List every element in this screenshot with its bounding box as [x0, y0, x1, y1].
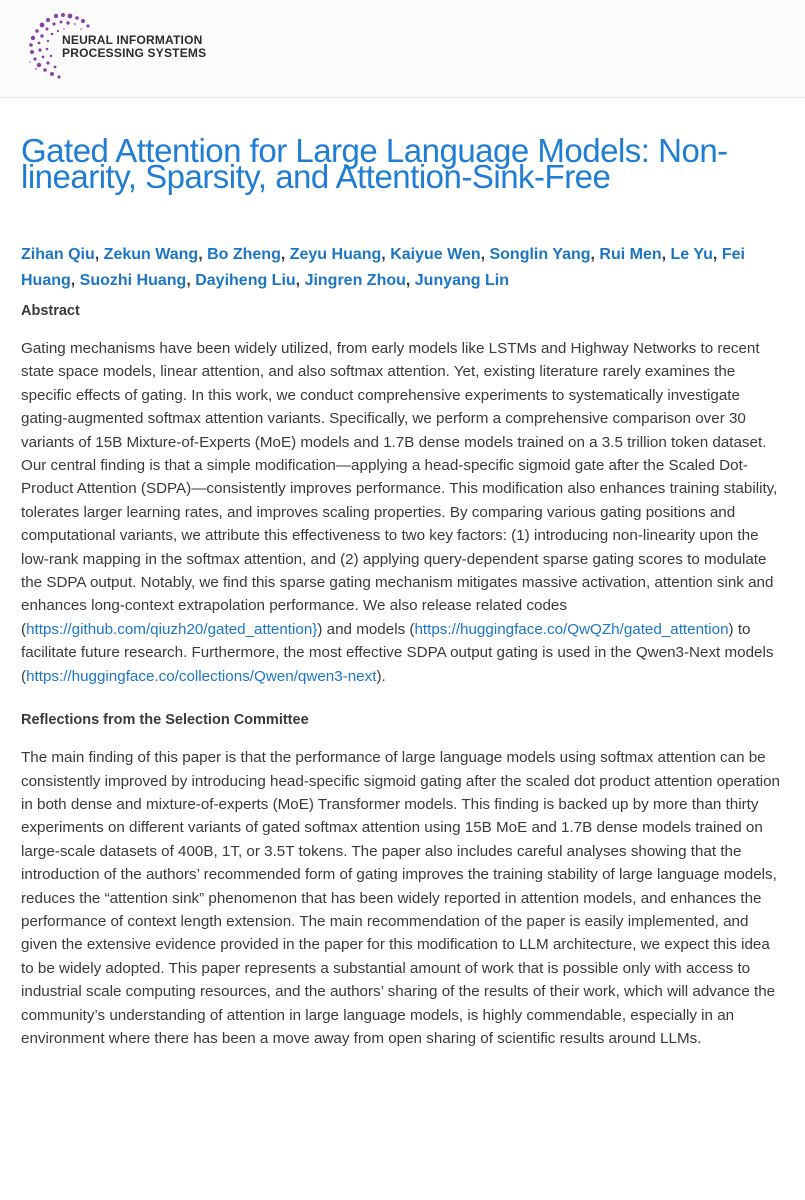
- author-link[interactable]: Zihan Qiu: [21, 246, 95, 263]
- abstract-text-part: ) and models (: [317, 620, 415, 638]
- author-link[interactable]: Zeyu Huang: [289, 246, 382, 263]
- reflections-heading: Reflections from the Selection Committee: [21, 712, 309, 729]
- neurips-logo[interactable]: [26, 12, 246, 84]
- abstract-text-part: ) to facilitate future research. Furthermore, the most effective SDPA output gating is used in the Qwen3-Next models (: [21, 620, 774, 685]
- author-link[interactable]: Dayiheng Liu: [195, 272, 296, 289]
- abstract-text-part: ).: [376, 667, 386, 685]
- author-list: Zihan Qiu, Zekun Wang, Bo Zheng, Zeyu Huang, Kaiyue Wen, Songlin Yang, Rui Men, Le Yu, Fei Huang, Suozhi Huang, Dayiheng Liu, Jingren Zhou, Junyang Lin: [21, 246, 745, 289]
- logo-line: PROCESSING SYSTEMS: [62, 46, 207, 60]
- author-link[interactable]: Le Yu: [670, 246, 713, 263]
- logo-line: NEURAL INFORMATION: [62, 33, 203, 47]
- abstract-text-part: Gating mechanisms have been widely utilized, from early models like LSTMs and Highway Networks to recent state space models, linear attention, and also softmax attention. Yet, existing literature rarely examines the specific effects of gating. In this work, we conduct comprehensive experiments to systematically investigate gating-augmented softmax attention variants. Specifically, we perform a comprehensive comparison over 30 variants of 15B Mixture-of-Experts (MoE) models and 1.7B dense models trained on a 3.5 trillion token dataset. Our central finding is that a simple modification—applying a head-specific sigmoid gate after the Scaled Dot-Product Attention (SDPA)—consistently improves performance. This modification also enhances training stability, tolerates larger learning rates, and improves scaling properties. By comparing various gating positions and computational variants, we attribute this effectiveness to two key factors: (1) introducing non-linearity upon the low-rank mapping in the softmax attention, and (2) applying query-dependent sparse gating scores to modulate the SDPA output. Notably, we find this sparse gating mechanism mitigates massive activation, attention sink and enhances long-context extrapolation performance. We also release related codes (: [21, 340, 778, 638]
- author-link[interactable]: Songlin Yang: [489, 246, 591, 263]
- logo-wordmark: [62, 34, 206, 60]
- author-link[interactable]: Junyang Lin: [414, 272, 510, 289]
- author-link[interactable]: Fei Huang: [21, 246, 745, 289]
- abstract-heading: Abstract: [21, 303, 80, 319]
- paper-content: [21, 132, 781, 1050]
- paper-title: Gated Attention for Large Language Models: Non-linearity, Sparsity, and Attention-Sink-Free: [21, 132, 728, 195]
- author-link[interactable]: Rui Men: [599, 246, 662, 263]
- author-link[interactable]: Jingren Zhou: [304, 272, 406, 289]
- author-link[interactable]: Zekun Wang: [103, 246, 199, 263]
- site-header: [0, 0, 805, 98]
- reflections-text: The main finding of this paper is that the performance of large language models using softmax attention can be consistently improved by introducing head-specific sigmoid gating after the scaled dot product attention operation in both dense and mixture-of-experts (MoE) Transformer models. This finding is backed up by more than thirty experiments on different variants of gated softmax attention using 15B MoE and 1.7B dense models trained on large-scale datasets of 400B, 1T, or 3.5T tokens. The paper also includes careful analyses showing that the introduction of the authors’ recommended form of gating improves the training stability of large language models, reduces the “attention sink” phenomenon that has been widely reported in attention models, and enhances the performance of context length extension. The main recommendation of the paper is easily implemented, and given the extensive evidence provided in the paper for this modification to LLM architecture, we expect this idea to be widely adopted. This paper represents a substantial amount of work that is possible only with access to industrial scale computing resources, and the authors’ sharing of the results of their work, which will advance the community’s understanding of attention in large language models, is highly commendable, especially in an environment where there has been a move away from open sharing of scientific results around LLMs.: [21, 749, 780, 1047]
- author-link[interactable]: Kaiyue Wen: [390, 246, 481, 263]
- huggingface-models-link[interactable]: https://huggingface.co/QwQZh/gated_attention: [414, 620, 729, 638]
- qwen3-next-link[interactable]: https://huggingface.co/collections/Qwen/qwen3-next: [26, 667, 377, 685]
- abstract-text: [21, 337, 781, 688]
- author-link[interactable]: Bo Zheng: [207, 246, 281, 263]
- github-code-link[interactable]: https://github.com/qiuzh20/gated_attention}: [26, 620, 318, 638]
- author-link[interactable]: Suozhi Huang: [79, 272, 187, 289]
